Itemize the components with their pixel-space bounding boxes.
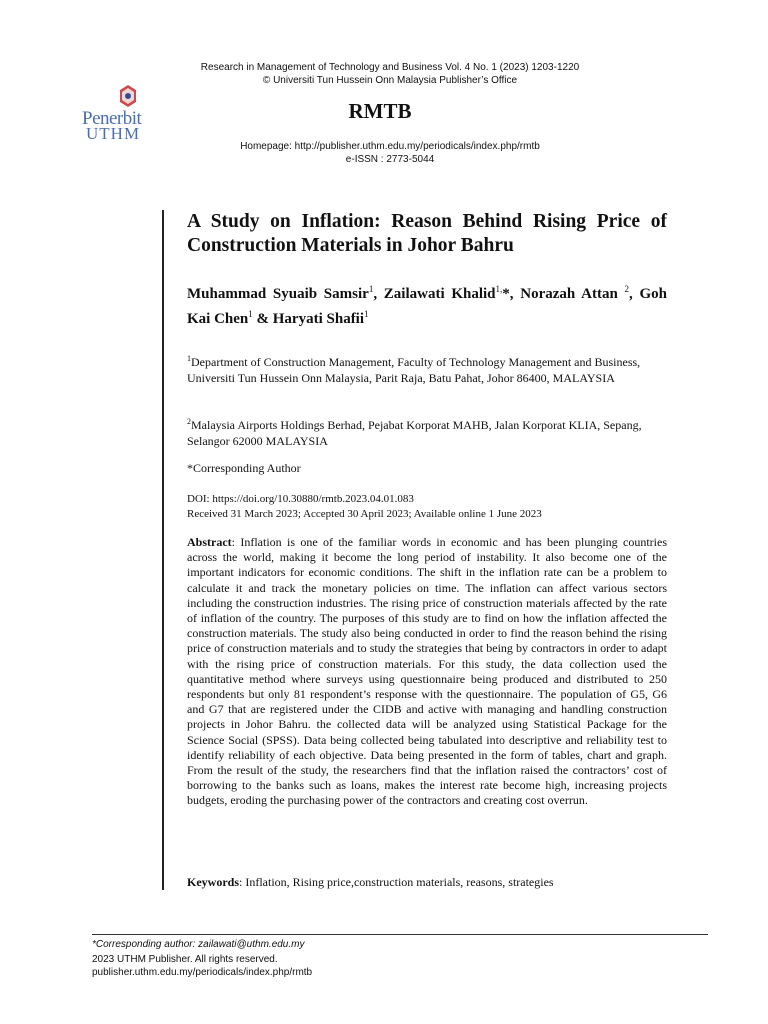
author-name: Goh Kai Chen (187, 286, 667, 327)
affiliation-2 (187, 414, 667, 449)
author-affiliation-mark: 1 (248, 309, 253, 319)
author-name: Norazah Attan (520, 286, 625, 302)
copyright-line: © Universiti Tun Hussein Onn Malaysia Publisher’s Office (262, 75, 518, 86)
logo-uthm-text: UTHM (86, 124, 141, 143)
author-name: Zailawati Khalid (383, 286, 496, 302)
author-separator: , (629, 286, 640, 302)
footer-publisher: 2023 UTHM Publisher. All rights reserved. (92, 954, 278, 965)
article-metadata (187, 492, 667, 522)
affiliation-mark: 1 (187, 354, 191, 363)
footer-corresponding-email: *Corresponding author: zailawati@uthm.edu.my (92, 939, 305, 950)
abstract-text: : Inflation is one of the familiar words in economic and has been plunging countries across the world, making it become the long period of instability. It also become one of the important indicators for economic conditions. The shift in the inflation rate can be a problem to calculate it and track the monetary policies on time. The inflation can affect various sectors including the construction industries. The rising price of construction materials affected by the rate of inflation of the country. The purposes of this study are to find on how the inflation affected the construction materials. The study also being conducted in order to find the reason behind the rising price of construction materials and to study the strategies that being by contractors in order to adapt with the rising price of construction materials. For this study, the data collection used the quantitative method where surveys using questionnaire being produced and distributed to 250 respondents but only 81 respondent’s response with the questionnaire. The population of G5, G6 and G7 that are registered under the CIDB and active with managing and handling construction projects in Johor Bahru. the collected data will be analyzed using Statistical Package for the Science Social (SPSS). Data being collected being tabulated into descriptive and reliability test to identify reliability of each objective. Data being presented in the form of tables, chart and graph. From the result of the study, the researchers find that the inflation raised the contractors’ cost of borrowing to the banks such as loans, makes the interest rate become high, increasing projects budgets, eroding the purchasing power of the contractors and creating cost overrun. (187, 535, 667, 808)
journal-reference: Research in Management of Technology and Business Vol. 4 No. 1 (2023) 1203-1220 (200, 62, 580, 73)
keywords-text: : Inflation, Rising price,construction materials, reasons, strategies (239, 875, 554, 889)
author-separator: & (252, 311, 273, 327)
article-dates: Received 31 March 2023; Accepted 30 April 2023; Available online 1 June 2023 (187, 508, 542, 520)
author-affiliation-mark: 1 (364, 309, 369, 319)
affiliation-text: Malaysia Airports Holdings Berhad, Pejabat Korporat MAHB, Jalan Korporat KLIA, Sepang, Selangor 62000 MALAYSIA (187, 418, 642, 448)
doi-link[interactable]: DOI: https://doi.org/10.30880/rmtb.2023.04.01.083 (187, 493, 414, 505)
author-name: Muhammad Syuaib Samsir (187, 286, 369, 302)
keywords-label: Keywords (187, 875, 239, 889)
footer-divider (92, 934, 708, 935)
left-divider (162, 210, 164, 890)
author-name: Haryati Shafii (272, 311, 365, 327)
journal-eissn: e-ISSN : 2773-5044 (345, 154, 435, 165)
author-list (187, 279, 667, 329)
author-affiliation-mark: 2 (624, 284, 630, 294)
author-separator: *, (502, 286, 521, 302)
journal-short-title: RMTB (348, 99, 412, 123)
abstract-label: Abstract (187, 535, 232, 549)
journal-homepage[interactable]: Homepage: http://publisher.uthm.edu.my/periodicals/index.php/rmtb (240, 141, 540, 152)
paper-title: A Study on Inflation: Reason Behind Rising Price of Construction Materials in Johor Bahru (187, 211, 667, 256)
logo-penerbit-text: Penerbit (82, 108, 142, 129)
footer-url[interactable]: publisher.uthm.edu.my/periodicals/index.php/rmtb (92, 967, 313, 978)
affiliation-mark: 2 (187, 417, 191, 426)
abstract (187, 535, 667, 809)
author-affiliation-mark: 1, (495, 284, 503, 294)
corresponding-author-note: *Corresponding Author (187, 461, 301, 475)
affiliation-1 (187, 351, 667, 386)
author-separator: , (373, 286, 384, 302)
keywords (187, 875, 667, 890)
affiliation-text: Department of Construction Management, Faculty of Technology Management and Business, Universiti Tun Hussein Onn Malaysia, Parit Raja, Batu Pahat, Johor 86400, MALAYSIA (187, 355, 641, 385)
author-affiliation-mark: 1 (368, 284, 374, 294)
